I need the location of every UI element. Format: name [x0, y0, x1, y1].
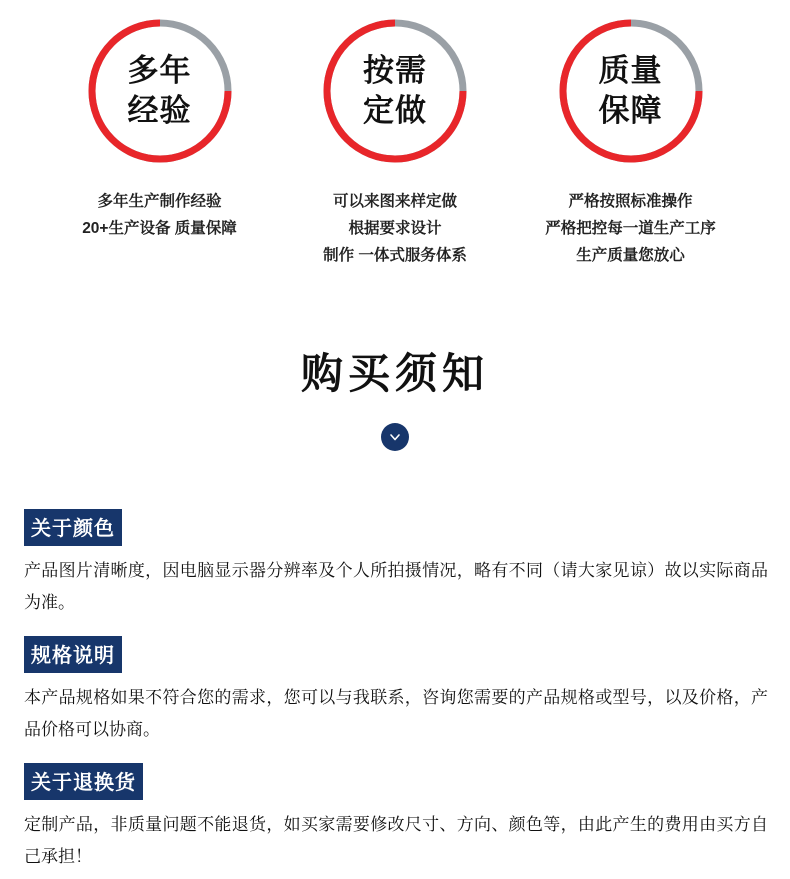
feature-desc-3 [545, 188, 716, 269]
feature-ring-line2-2: 定做 [363, 93, 427, 128]
notice-body: 定制产品，非质量问题不能退货，如买家需要修改尺寸、方向、颜色等，由此产生的费用由买方自己承担！ [24, 815, 768, 866]
feature-ring-line1-1: 多年 [127, 53, 192, 89]
features-section [0, 0, 790, 269]
feature-ring-label-2 [363, 51, 427, 130]
feature-desc-line: 根据要求设计 [348, 220, 442, 238]
section-title-block [0, 341, 790, 451]
feature-desc-line: 20+生产设备 质量保障 [82, 220, 237, 238]
feature-desc-line: 多年生产制作经验 [97, 193, 222, 210]
notice-block-color [24, 509, 768, 618]
notice-body: 本产品规格如果不符合您的需求，您可以与我联系，咨询您需要的产品规格或型号，以及价格，产品价格可以协商。 [24, 688, 768, 739]
chevron-down-glyph [388, 430, 402, 444]
feature-ring-1 [81, 12, 239, 170]
notices-section [0, 509, 790, 872]
notice-tag: 关于退换货 [24, 763, 143, 800]
notice-block-return [24, 763, 768, 872]
feature-ring-label-1 [128, 51, 192, 130]
feature-ring-label-3 [599, 51, 663, 130]
feature-card-2 [288, 12, 503, 269]
notice-tag: 关于颜色 [24, 509, 122, 546]
feature-ring-2 [316, 12, 474, 170]
feature-ring-line1-2: 按需 [363, 53, 427, 89]
chevron-down-icon [381, 423, 409, 451]
feature-card-1 [52, 12, 267, 269]
notice-body: 产品图片清晰度，因电脑显示器分辨率及个人所拍摄情况，略有不同（请大家见谅）故以实际商品为准。 [24, 561, 768, 612]
feature-desc-line: 严格把控每一道生产工序 [545, 220, 716, 238]
feature-desc-line: 生产质量您放心 [576, 247, 685, 265]
feature-ring-3 [552, 12, 710, 170]
notice-block-spec [24, 636, 768, 745]
feature-desc-line: 制作 一体式服务体系 [323, 247, 467, 265]
feature-ring-line2-3: 保障 [598, 93, 663, 128]
feature-ring-line1-3: 质量 [598, 53, 663, 89]
feature-desc-line: 严格按照标准操作 [568, 193, 693, 210]
feature-ring-line2-1: 经验 [127, 93, 192, 128]
feature-desc-1 [82, 188, 237, 242]
feature-card-3 [523, 12, 738, 269]
page-title: 购买须知 [300, 350, 489, 398]
notice-tag: 规格说明 [24, 636, 122, 673]
feature-desc-2 [323, 188, 467, 269]
feature-desc-line: 可以来图来样定做 [332, 193, 457, 210]
